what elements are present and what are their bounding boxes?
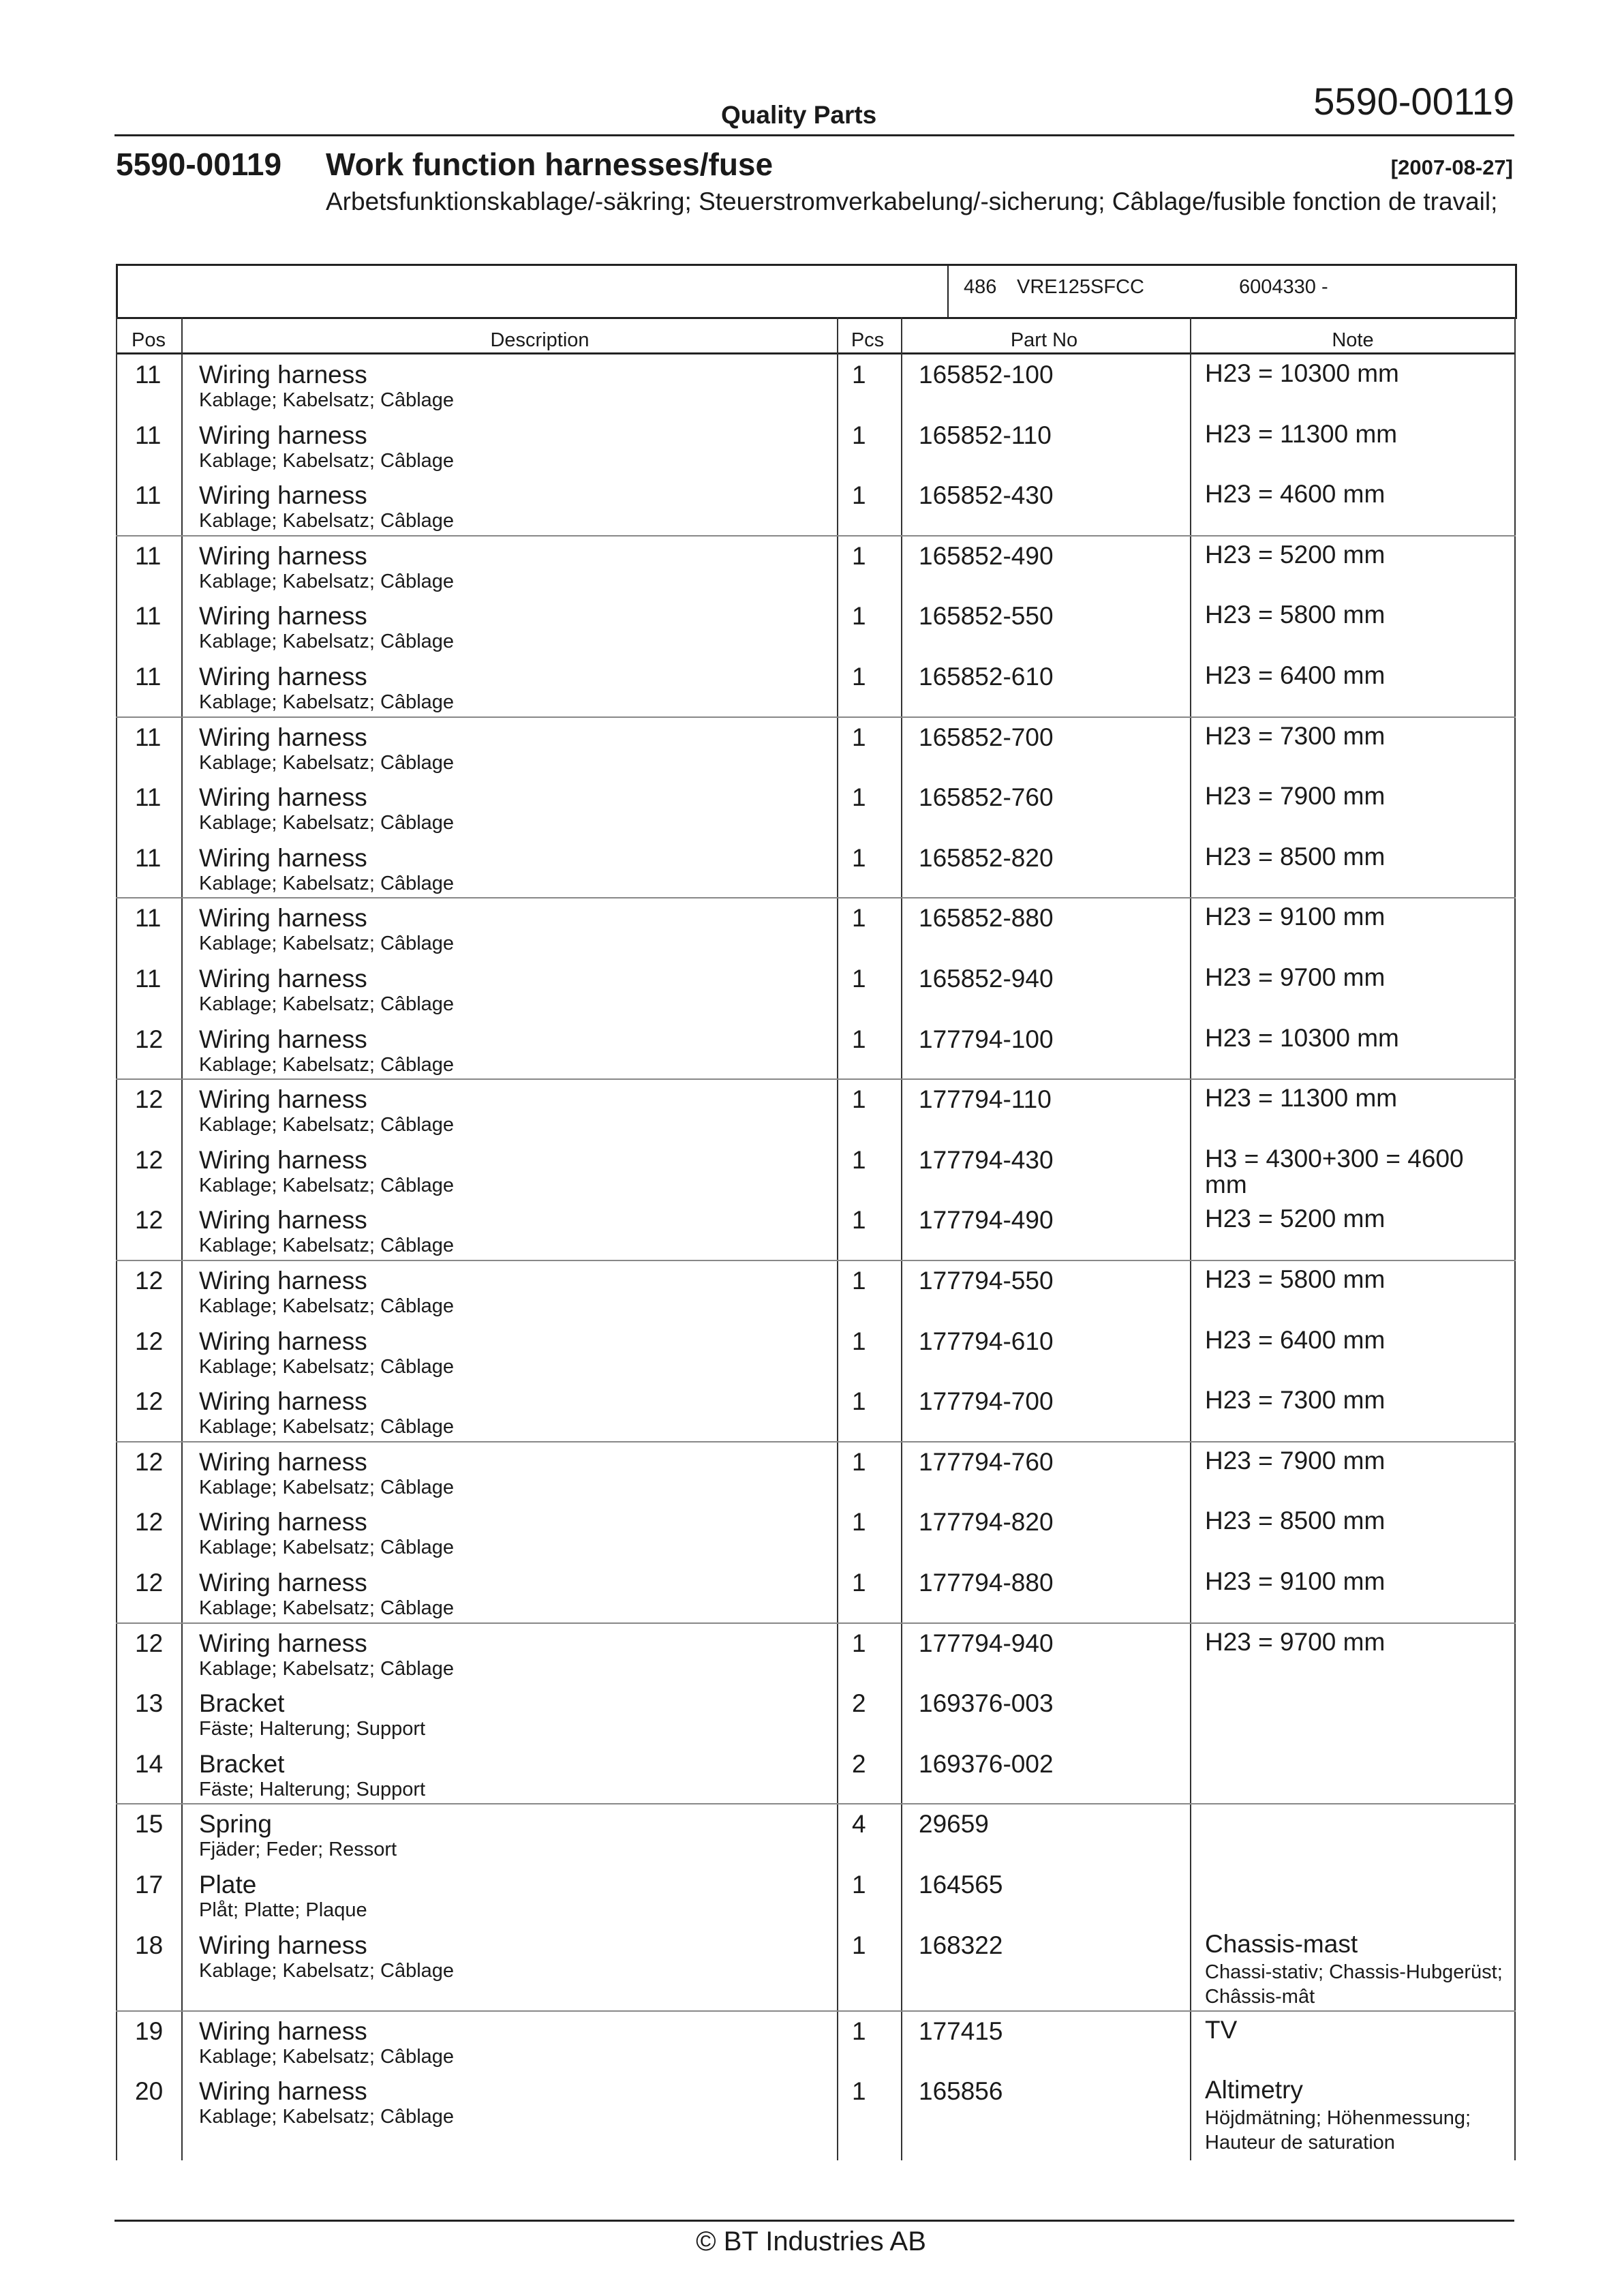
footer-copyright: © BT Industries AB [696, 2226, 926, 2256]
section-date: [2007-08-27] [1390, 155, 1513, 179]
table-row [116, 1807, 1516, 1868]
table-row [116, 1505, 1516, 1566]
row-note: H23 = 9100 mm [1205, 903, 1386, 931]
row-description-translation: Plåt; Platte; Plaque [199, 1899, 367, 1921]
row-description: Wiring harness [199, 1629, 367, 1657]
table-row [116, 1143, 1516, 1204]
group-separator [116, 1803, 1516, 1804]
row-part-no: 165852-110 [919, 421, 1052, 449]
column-header-pcs: Pcs [851, 329, 885, 351]
row-note: H23 = 7300 mm [1205, 721, 1386, 750]
row-pos: 12 [135, 1206, 164, 1235]
row-pos: 11 [135, 602, 162, 631]
row-description: Spring [199, 1810, 272, 1839]
table-row [116, 1083, 1516, 1143]
table-row [116, 1566, 1516, 1627]
row-description-translation: Kablage; Kabelsatz; Câblage [199, 691, 455, 713]
row-pcs: 1 [852, 1569, 866, 1597]
row-description-translation: Kablage; Kabelsatz; Câblage [199, 389, 455, 411]
group-separator [116, 1441, 1516, 1442]
row-description-translation: Kablage; Kabelsatz; Câblage [199, 1355, 455, 1378]
row-pcs: 1 [852, 663, 866, 691]
table-row [116, 1929, 1516, 2008]
row-description-translation: Kablage; Kabelsatz; Câblage [199, 1959, 455, 1982]
row-pcs: 1 [852, 481, 866, 510]
table-row [116, 2014, 1516, 2075]
row-pos: 12 [135, 1508, 164, 1537]
row-description: Bracket [199, 1749, 285, 1778]
row-note-translation: Chassi-stativ; Chassis-Hubgerüst; Châssis-mât [1205, 1961, 1503, 2008]
header-rule [114, 134, 1514, 136]
row-note: H23 = 7300 mm [1205, 1386, 1386, 1415]
row-description-translation: Kablage; Kabelsatz; Câblage [199, 1235, 455, 1257]
row-description: Wiring harness [199, 2016, 367, 2045]
row-part-no: 169376-002 [919, 1749, 1054, 1778]
row-pcs: 1 [852, 1145, 866, 1174]
row-description: Wiring harness [199, 1508, 367, 1537]
row-pcs: 1 [852, 965, 866, 993]
row-description: Wiring harness [199, 965, 367, 993]
row-pos: 12 [135, 1447, 164, 1476]
table-row [116, 781, 1516, 841]
row-description-translation: Kablage; Kabelsatz; Câblage [199, 1476, 455, 1498]
row-note: H23 = 9100 mm [1205, 1567, 1386, 1595]
row-description: Wiring harness [199, 1387, 367, 1416]
row-description: Wiring harness [199, 1025, 367, 1053]
row-pos: 19 [135, 2016, 164, 2045]
table-row [116, 1264, 1516, 1325]
row-note-translation: Höjdmätning; Höhenmessung; Hauteur de saturation [1205, 2107, 1471, 2154]
row-pos: 17 [135, 1871, 164, 1899]
table-row [116, 358, 1516, 419]
row-pos: 15 [135, 1810, 164, 1839]
row-pcs: 1 [852, 843, 866, 872]
row-note: H23 = 10300 mm [1205, 1023, 1399, 1052]
parts-table [116, 264, 1516, 2160]
row-pcs: 1 [852, 1629, 866, 1657]
row-pos: 12 [135, 1327, 164, 1355]
row-part-no: 177794-880 [919, 1569, 1054, 1597]
row-description-translation: Fäste; Halterung; Support [199, 1778, 426, 1800]
row-part-no: 177794-100 [919, 1025, 1054, 1053]
row-note: H23 = 5200 mm [1205, 1205, 1386, 1233]
table-row [116, 1747, 1516, 1808]
row-pcs: 1 [852, 1267, 866, 1295]
row-description-translation: Kablage; Kabelsatz; Câblage [199, 872, 455, 894]
table-row [116, 1868, 1516, 1929]
row-pos: 12 [135, 1569, 164, 1597]
header-doc-number: 5590-00119 [1313, 80, 1514, 123]
row-part-no: 165852-820 [919, 843, 1054, 872]
row-description: Wiring harness [199, 481, 367, 510]
row-description: Wiring harness [199, 1206, 367, 1235]
row-description-translation: Kablage; Kabelsatz; Câblage [199, 812, 455, 834]
row-pos: 13 [135, 1689, 164, 1718]
column-header-note: Note [1332, 329, 1374, 351]
row-pos: 11 [135, 361, 162, 389]
row-pos: 11 [135, 843, 162, 872]
row-part-no: 177794-110 [919, 1085, 1052, 1114]
row-pos: 11 [135, 723, 162, 751]
table-row [116, 1627, 1516, 1687]
row-description: Wiring harness [199, 602, 367, 631]
table-row [116, 1385, 1516, 1445]
section-subtitle: Arbetsfunktionskablage/-säkring; Steuerstromverkabelung/-sicherung; Câblage/fusible fonction de travail; [326, 187, 1498, 215]
row-description: Wiring harness [199, 843, 367, 872]
row-description: Wiring harness [199, 663, 367, 691]
table-header-top-rule [116, 317, 1516, 319]
row-note: Chassis-mast [1205, 1929, 1358, 1958]
row-description-translation: Kablage; Kabelsatz; Câblage [199, 1174, 455, 1196]
row-description-translation: Kablage; Kabelsatz; Câblage [199, 510, 455, 532]
column-header-description: Description [490, 329, 590, 351]
row-description: Wiring harness [199, 1085, 367, 1114]
row-pos: 11 [135, 421, 162, 449]
row-note: H23 = 6400 mm [1205, 661, 1386, 689]
table-row [116, 841, 1516, 902]
row-part-no: 165856 [919, 2077, 1003, 2106]
row-note: H23 = 9700 mm [1205, 963, 1386, 991]
row-note: H23 = 11300 mm [1205, 1084, 1398, 1113]
row-part-no: 165852-880 [919, 904, 1054, 933]
row-pcs: 1 [852, 1387, 866, 1416]
row-description: Wiring harness [199, 1327, 367, 1355]
table-row [116, 1687, 1516, 1747]
column-header-pos: Pos [132, 329, 166, 351]
row-description-translation: Kablage; Kabelsatz; Câblage [199, 1537, 455, 1559]
row-pos: 11 [135, 904, 162, 933]
row-description-translation: Kablage; Kabelsatz; Câblage [199, 1053, 455, 1076]
row-pcs: 1 [852, 2016, 866, 2045]
row-part-no: 165852-490 [919, 541, 1054, 570]
row-part-no: 177794-550 [919, 1267, 1054, 1295]
row-pos: 12 [135, 1629, 164, 1657]
row-note: H23 = 5800 mm [1205, 1265, 1386, 1293]
row-pos: 11 [135, 663, 162, 691]
row-part-no: 164565 [919, 1871, 1003, 1899]
group-separator [116, 716, 1516, 718]
row-pcs: 1 [852, 1871, 866, 1899]
row-description: Wiring harness [199, 1267, 367, 1295]
model-divider [947, 264, 949, 317]
row-description: Wiring harness [199, 723, 367, 751]
row-description-translation: Kablage; Kabelsatz; Câblage [199, 1295, 455, 1317]
row-part-no: 177794-940 [919, 1629, 1054, 1657]
table-row [116, 1203, 1516, 1264]
row-description: Wiring harness [199, 1447, 367, 1476]
row-pcs: 1 [852, 723, 866, 751]
model-code: 486 [964, 276, 997, 298]
row-part-no: 177794-610 [919, 1327, 1054, 1355]
section-code: 5590-00119 [116, 147, 282, 182]
row-pcs: 1 [852, 1206, 866, 1235]
row-description-translation: Kablage; Kabelsatz; Câblage [199, 1657, 455, 1680]
row-pcs: 1 [852, 1085, 866, 1114]
row-part-no: 165852-100 [919, 361, 1054, 389]
row-description: Plate [199, 1871, 257, 1899]
row-pos: 20 [135, 2077, 164, 2106]
group-separator [116, 897, 1516, 898]
row-pcs: 1 [852, 904, 866, 933]
row-description-translation: Kablage; Kabelsatz; Câblage [199, 449, 455, 472]
row-pcs: 1 [852, 1447, 866, 1476]
footer-rule [114, 2220, 1514, 2222]
row-description-translation: Kablage; Kabelsatz; Câblage [199, 1114, 455, 1136]
row-pos: 12 [135, 1145, 164, 1174]
row-description-translation: Kablage; Kabelsatz; Câblage [199, 570, 455, 592]
row-pcs: 1 [852, 602, 866, 631]
row-note: H23 = 5200 mm [1205, 540, 1386, 569]
row-description-translation: Kablage; Kabelsatz; Câblage [199, 751, 455, 774]
row-description-translation: Kablage; Kabelsatz; Câblage [199, 993, 455, 1015]
row-note: H23 = 9700 mm [1205, 1627, 1386, 1656]
table-row [116, 539, 1516, 600]
row-pos: 12 [135, 1267, 164, 1295]
table-row [116, 419, 1516, 479]
group-separator [116, 1078, 1516, 1080]
row-pcs: 1 [852, 1931, 866, 1959]
row-description-translation: Kablage; Kabelsatz; Câblage [199, 933, 455, 955]
row-pos: 11 [135, 541, 162, 570]
row-part-no: 29659 [919, 1810, 989, 1839]
model-serial: 6004330 - [1239, 276, 1328, 298]
row-part-no: 165852-700 [919, 723, 1054, 751]
row-part-no: 177794-700 [919, 1387, 1054, 1416]
row-pos: 18 [135, 1931, 164, 1959]
row-part-no: 177794-490 [919, 1206, 1054, 1235]
row-part-no: 165852-430 [919, 481, 1054, 510]
row-pos: 11 [135, 481, 162, 510]
model-name: VRE125SFCC [1017, 276, 1144, 298]
row-description: Wiring harness [199, 1569, 367, 1597]
row-description: Wiring harness [199, 361, 367, 389]
row-part-no: 165852-550 [919, 602, 1054, 631]
row-description: Wiring harness [199, 783, 367, 812]
row-note: H23 = 11300 mm [1205, 419, 1398, 448]
group-separator [116, 535, 1516, 537]
row-description-translation: Kablage; Kabelsatz; Câblage [199, 1416, 455, 1438]
row-note: H23 = 8500 mm [1205, 1507, 1386, 1535]
row-description: Wiring harness [199, 2077, 367, 2106]
row-note: H3 = 4300+300 = 4600 mm [1205, 1144, 1464, 1198]
row-part-no: 165852-610 [919, 663, 1054, 691]
table-row [116, 599, 1516, 660]
group-separator [116, 1260, 1516, 1261]
table-row [116, 660, 1516, 721]
row-part-no: 177794-430 [919, 1145, 1054, 1174]
row-pcs: 4 [852, 1810, 866, 1839]
row-description-translation: Fjäder; Feder; Ressort [199, 1839, 397, 1861]
row-pos: 11 [135, 783, 162, 812]
row-pos: 12 [135, 1025, 164, 1053]
table-header-bottom-rule [116, 352, 1516, 354]
row-pos: 12 [135, 1387, 164, 1416]
header-title: Quality Parts [721, 101, 877, 129]
row-pcs: 1 [852, 361, 866, 389]
row-description-translation: Fäste; Halterung; Support [199, 1718, 426, 1740]
row-description-translation: Kablage; Kabelsatz; Câblage [199, 2106, 455, 2128]
row-pcs: 2 [852, 1689, 866, 1718]
row-description-translation: Kablage; Kabelsatz; Câblage [199, 631, 455, 653]
table-row [116, 2074, 1516, 2154]
row-pcs: 1 [852, 541, 866, 570]
row-description: Wiring harness [199, 421, 367, 449]
row-note: H23 = 7900 mm [1205, 782, 1386, 811]
row-pcs: 1 [852, 2077, 866, 2106]
row-note: Altimetry [1205, 2076, 1303, 2104]
row-note: H23 = 7900 mm [1205, 1446, 1386, 1475]
group-separator [116, 2010, 1516, 2012]
row-description-translation: Kablage; Kabelsatz; Câblage [199, 1597, 455, 1619]
row-part-no: 169376-003 [919, 1689, 1054, 1718]
section-title: Work function harnesses/fuse [326, 147, 774, 182]
table-row [116, 1325, 1516, 1385]
row-pos: 12 [135, 1085, 164, 1114]
row-note: H23 = 8500 mm [1205, 842, 1386, 871]
row-part-no: 165852-760 [919, 783, 1054, 812]
row-part-no: 177415 [919, 2016, 1003, 2045]
row-pcs: 2 [852, 1749, 866, 1778]
row-pcs: 1 [852, 421, 866, 449]
group-separator [116, 1622, 1516, 1624]
table-row [116, 721, 1516, 781]
table-row [116, 1023, 1516, 1083]
row-note: H23 = 6400 mm [1205, 1325, 1386, 1354]
row-pcs: 1 [852, 1508, 866, 1537]
row-note: H23 = 10300 mm [1205, 359, 1399, 387]
row-note: H23 = 5800 mm [1205, 601, 1386, 629]
row-description-translation: Kablage; Kabelsatz; Câblage [199, 2045, 455, 2068]
table-row [116, 479, 1516, 539]
row-pcs: 1 [852, 1025, 866, 1053]
column-header-part-no: Part No [1010, 329, 1078, 351]
row-pcs: 1 [852, 783, 866, 812]
row-pcs: 1 [852, 1327, 866, 1355]
row-note: H23 = 4600 mm [1205, 480, 1386, 509]
row-part-no: 177794-820 [919, 1508, 1054, 1537]
row-description: Wiring harness [199, 1145, 367, 1174]
table-row [116, 962, 1516, 1023]
row-pos: 11 [135, 965, 162, 993]
table-row [116, 901, 1516, 962]
row-note: TV [1205, 2015, 1238, 2044]
row-description: Bracket [199, 1689, 285, 1718]
row-description: Wiring harness [199, 541, 367, 570]
row-description: Wiring harness [199, 1931, 367, 1959]
row-pos: 14 [135, 1749, 164, 1778]
row-part-no: 177794-760 [919, 1447, 1054, 1476]
row-part-no: 165852-940 [919, 965, 1054, 993]
row-description: Wiring harness [199, 904, 367, 933]
row-part-no: 168322 [919, 1931, 1003, 1959]
table-row [116, 1445, 1516, 1506]
